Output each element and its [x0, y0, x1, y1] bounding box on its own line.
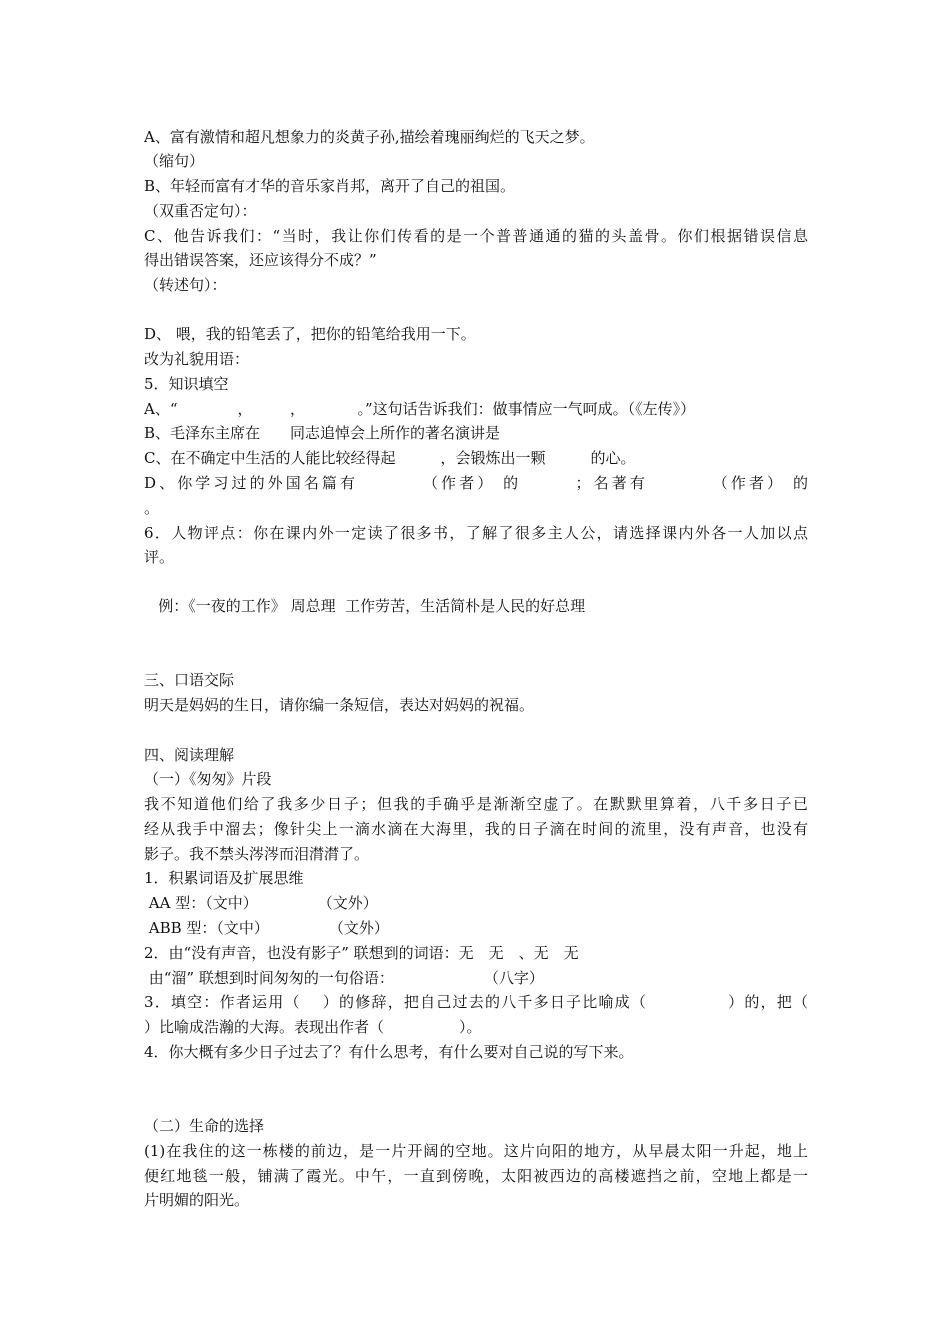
- passage-1-line3: 影子。我不禁头涔涔而泪潸潸了。: [144, 845, 370, 863]
- passage-2-line1: (1)在我住的这一栋楼的前边，是一片开阔的空地。这片向阳的地方，从早晨太阳一升起，地上: [144, 1142, 808, 1160]
- question-5-heading: 5．知识填空: [144, 375, 229, 393]
- section-3-prompt: 明天是妈妈的生日，请你编一条短信，表达对妈妈的祝福。: [144, 696, 535, 714]
- reading-q4: 4．你大概有多少日子过去了？有什么思考，有什么要对自己说的写下来。: [144, 1043, 634, 1061]
- question-4a-hint: （缩句）: [144, 152, 205, 170]
- passage-1-line2: 经从我手中溜去；像针尖上一滴水滴在大海里，我的日子滴在时间的流里，没有声音，也没有: [144, 820, 808, 838]
- question-6-example: 例：《一夜的工作》 周总理 工作劳苦，生活简朴是人民的好总理: [144, 597, 586, 615]
- question-4a: A、富有激情和超凡想象力的炎黄子孙,描绘着瑰丽绚烂的飞天之梦。: [144, 128, 595, 146]
- reading-q1-aa: AA 型：（文中） （文外）: [144, 894, 378, 912]
- question-4d-hint: 改为礼貌用语：: [144, 350, 250, 368]
- reading-q3-line2: ）比喻成浩瀚的大海。表现出作者（ ）。: [144, 1018, 482, 1036]
- question-5d-line1: D、你学习过的外国名篇有 （作者） 的 ；名著有 （作者） 的: [144, 474, 808, 492]
- question-4c-hint: （转述句）：: [144, 276, 227, 294]
- passage-2-title: （二）生命的选择: [144, 1117, 265, 1135]
- reading-q3-line1: 3．填空：作者运用（ ）的修辞，把自己过去的八千多日子比喻成（ ）的，把（: [144, 993, 808, 1011]
- question-5d-line2: 。: [144, 499, 160, 517]
- reading-q1-abb: ABB 型：（文中） （文外）: [144, 919, 389, 937]
- question-5a: A、“ ， ， 。”这句话告诉我们：做事情应一气呵成。（《左传》）: [144, 400, 696, 418]
- question-6-line1: 6．人物评点：你在课内外一定读了很多书，了解了很多主人公，请选择课内外各一人加以点: [144, 524, 808, 542]
- passage-1-title: （一）《匆匆》片段: [144, 770, 272, 788]
- reading-q2: 2．由“没有声音，也没有影子” 联想到的词语：无 无 、无 无: [144, 944, 579, 962]
- passage-1-line1: 我不知道他们给了我多少日子；但我的手确乎是渐渐空虚了。在默默里算着，八千多日子已: [144, 795, 808, 813]
- section-4-heading: 四、阅读理解: [144, 746, 235, 764]
- question-4c-line1: C、他告诉我们：“当时，我让你们传看的是一个普普通通的猫的头盖骨。你们根据错误信息: [144, 227, 808, 245]
- question-4d: D、 喂，我的铅笔丢了，把你的铅笔给我用一下。: [144, 325, 476, 343]
- question-4b-hint: （双重否定句）：: [144, 202, 257, 220]
- question-5c: C、在不确定中生活的人能比较经得起 ，会锻炼出一颗 的心。: [144, 449, 636, 467]
- passage-2-line2: 便红地毯一般，铺满了霞光。中午，一直到傍晚，太阳被西边的高楼遮挡之前，空地上都是一: [144, 1167, 808, 1185]
- passage-2-line3: 片明媚的阳光。: [144, 1191, 250, 1209]
- question-5b: B、毛泽东主席在 同志追悼会上所作的著名演讲是: [144, 424, 501, 442]
- section-3-heading: 三、口语交际: [144, 671, 235, 689]
- question-6-line2: 评。: [144, 548, 175, 566]
- question-4c-line2: 得出错误答案，还应该得分不成？”: [144, 251, 377, 269]
- question-4b: B、年轻而富有才华的音乐家肖邦，离开了自己的祖国。: [144, 177, 516, 195]
- reading-q1: 1．积累词语及扩展思维: [144, 869, 304, 887]
- reading-q2-proverb: 由“溜” 联想到时间匆匆的一句俗语： （八字）: [144, 969, 544, 987]
